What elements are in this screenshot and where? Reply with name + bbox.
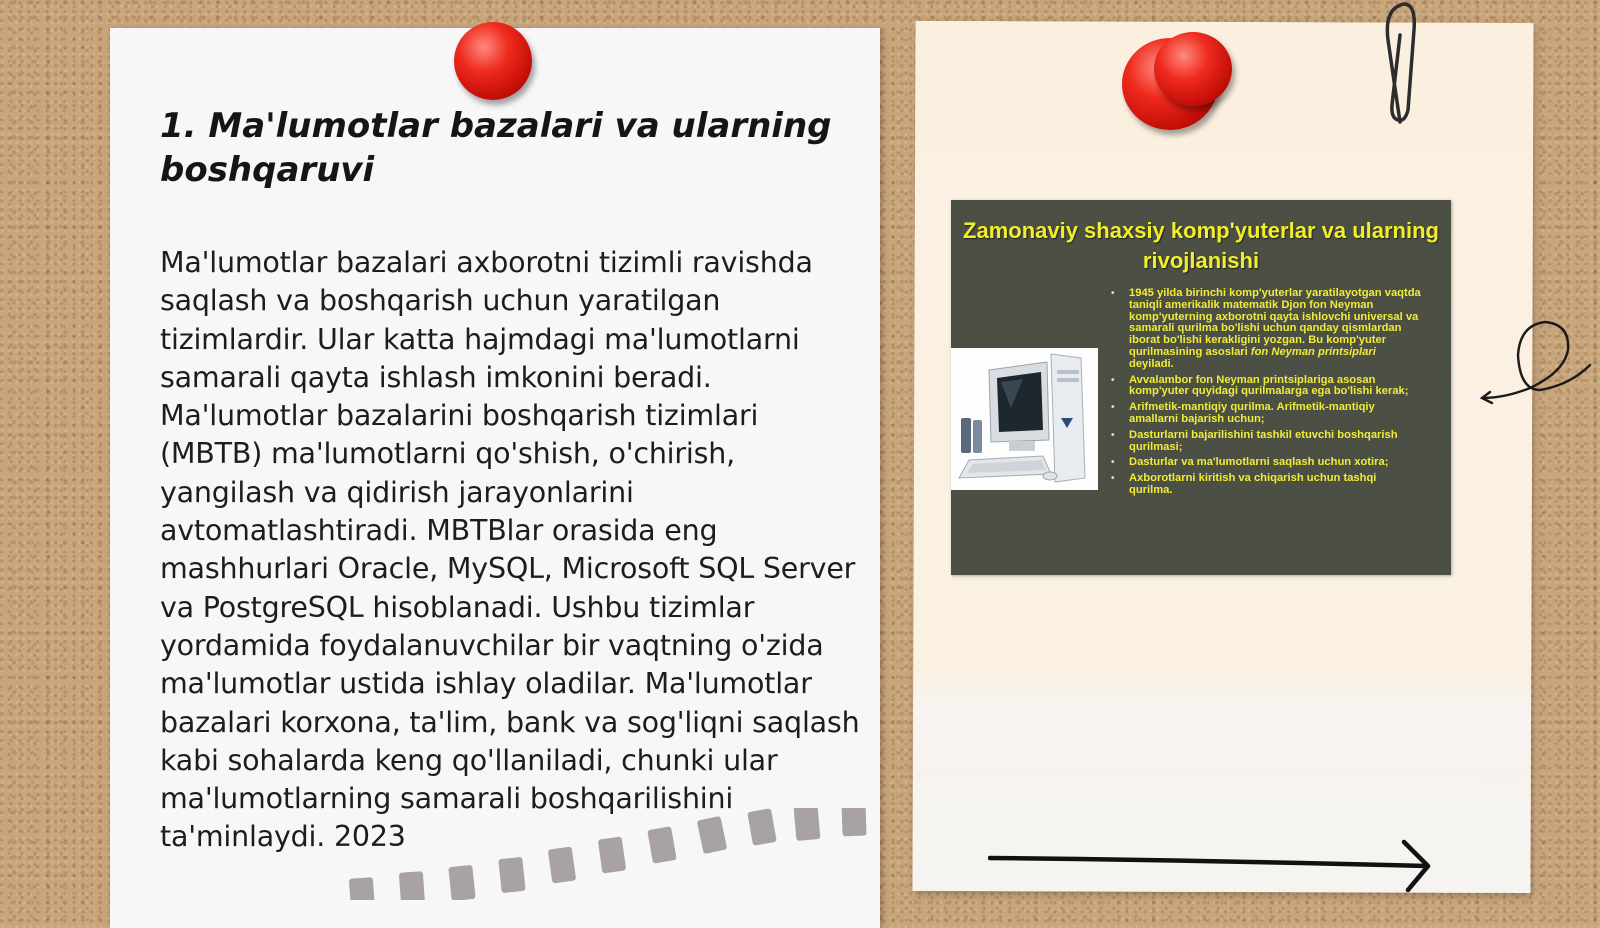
push-pin-icon (1154, 32, 1232, 106)
slide-title: Zamonaviy shaxsiy komp'yuterlar va ularning rivojlanishi (963, 218, 1439, 273)
slide-bullet: • 1945 yilda birinchi komp'yuterlar yaratilayotgan vaqtda taniqli amerikalik matematik Djon fon Neyman komp'yuterning axborotni qayta ishlovchi universal va samarali qurilma bo'lishi uchun qanday qismlardan iborat bo'lishi kerakligini yozgan. Bu komp'yuter qurilmasining asoslari fon Neyman printsiplari deyiladi. (1111, 288, 1421, 371)
desktop-computer-image (951, 348, 1098, 490)
slide-bullet-list (1111, 288, 1421, 501)
slide-bullet: • Axborotlarni kiritish va chiqarish uchun tashqi qurilma. (1111, 473, 1421, 497)
paperclip-icon (1378, 0, 1418, 125)
slide-bullet: • Dasturlarni bajarilishini tashkil etuvchi boshqarish qurilmasi; (1111, 430, 1421, 454)
note-title: 1. Ma'lumotlar bazalari va ularning boshqaruvi (160, 106, 832, 190)
squiggle-arrow-icon (1480, 310, 1600, 410)
slide-bullet: • Avvalambor fon Neyman printsiplariga asosan komp'yuter quyidagi qurilmalarga ega bo'lishi kerak; (1111, 375, 1421, 399)
slide-image (951, 200, 1451, 575)
note-body-text: Ma'lumotlar bazalari axborotni tizimli ravishda saqlash va boshqarish uchun yaratilgan tizimlardir. Ular katta hajmdagi ma'lumotlarni samarali qayta ishlash imkonini beradi. Ma'lumotlar bazalarini boshqarish tizimlari (MBTB) ma'lumotlarni qo'shish, o'chirish, yangilash va qidirish jarayonlarini avtomatlashtiradi. MBTBlar orasida eng mashhurlari Oracle, MySQL, Microsoft SQL Server va PostgreSQL hisoblanadi. Ushbu tizimlar yordamida foydalanuvchilar bir vaqtning o'zida ma'lumotlar ustida ishlay oladilar. Ma'lumotlar bazalari korxona, ta'lim, bank va sog'liqni saqlash kabi sohalarda keng qo'llaniladi, chunki ular ma'lumotlarning samarali boshqarilishini ta'minlaydi. 2023 (160, 246, 860, 854)
slide-bullet: • Arifmetik-mantiqiy qurilma. Arifmetik-mantiqiy amallarni bajarish uchun; (1111, 402, 1421, 426)
long-arrow-icon (988, 838, 1448, 894)
slide-bullet: • Dasturlar va ma'lumotlarni saqlash uchun xotira; (1111, 457, 1421, 469)
push-pin-icon (454, 22, 532, 100)
